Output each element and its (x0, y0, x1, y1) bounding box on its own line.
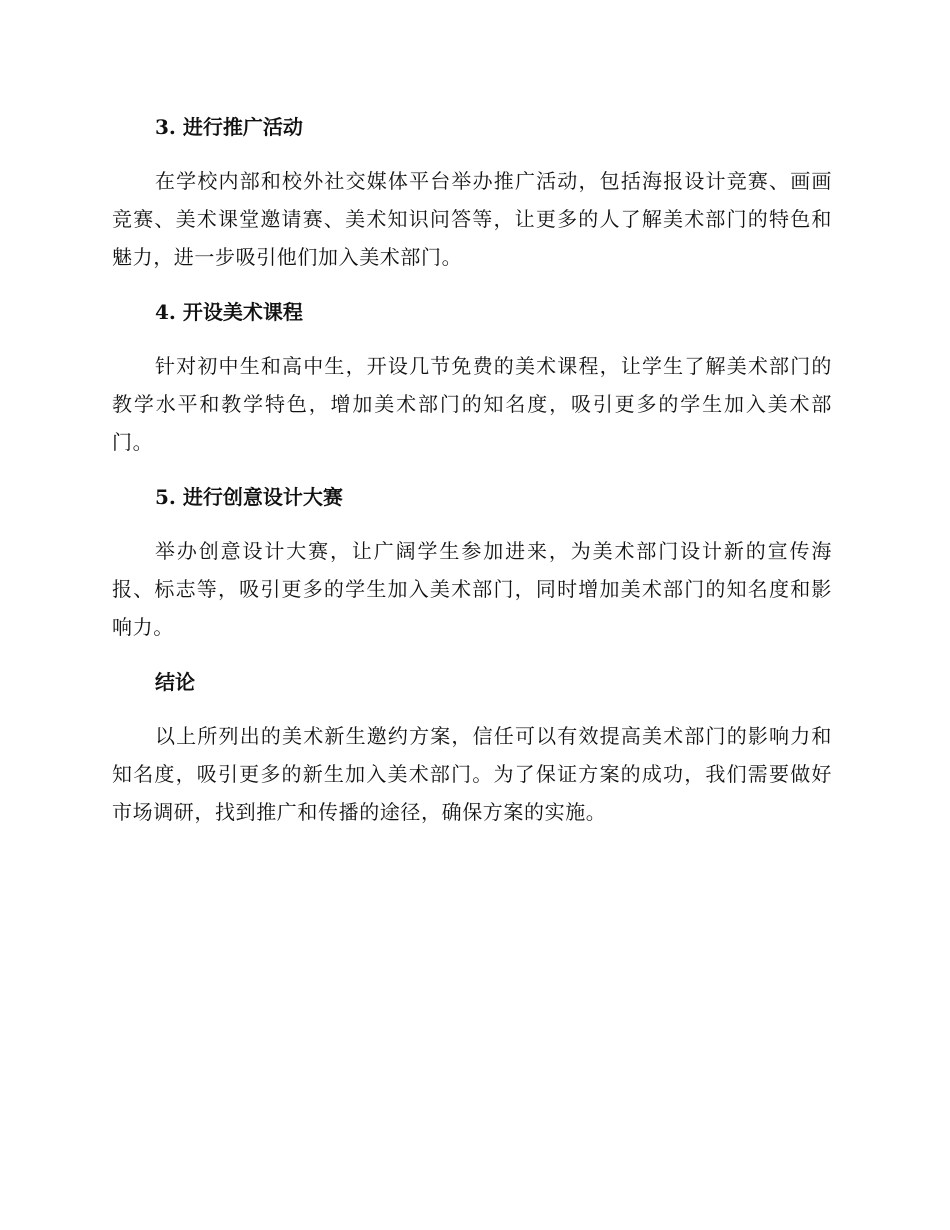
section-paragraph: 以上所列出的美术新生邀约方案，信任可以有效提高美术部门的影响力和知名度，吸引更多的新生加入美术部门。为了保证方案的成功，我们需要做好市场调研，找到推广和传播的途径，确保方案的实施。 (112, 724, 832, 824)
section-conclusion (112, 663, 832, 831)
document-body (112, 108, 832, 848)
section-promotion (112, 108, 832, 276)
section-design-contest (112, 478, 832, 646)
section-courses (112, 293, 832, 461)
section-paragraph: 举办创意设计大赛，让广阔学生参加进来，为美术部门设计新的宣传海报、标志等，吸引更多的学生加入美术部门，同时增加美术部门的知名度和影响力。 (112, 539, 832, 639)
section-paragraph: 针对初中生和高中生，开设几节免费的美术课程，让学生了解美术部门的教学水平和教学特色，增加美术部门的知名度，吸引更多的学生加入美术部门。 (112, 354, 832, 454)
section-heading: 4. 开设美术课程 (155, 300, 303, 324)
section-heading: 3. 进行推广活动 (155, 115, 303, 139)
section-heading: 结论 (155, 670, 195, 694)
section-paragraph: 在学校内部和校外社交媒体平台举办推广活动，包括海报设计竞赛、画画竞赛、美术课堂邀请赛、美术知识问答等，让更多的人了解美术部门的特色和魅力，进一步吸引他们加入美术部门。 (112, 169, 832, 269)
section-heading: 5. 进行创意设计大赛 (155, 485, 343, 509)
